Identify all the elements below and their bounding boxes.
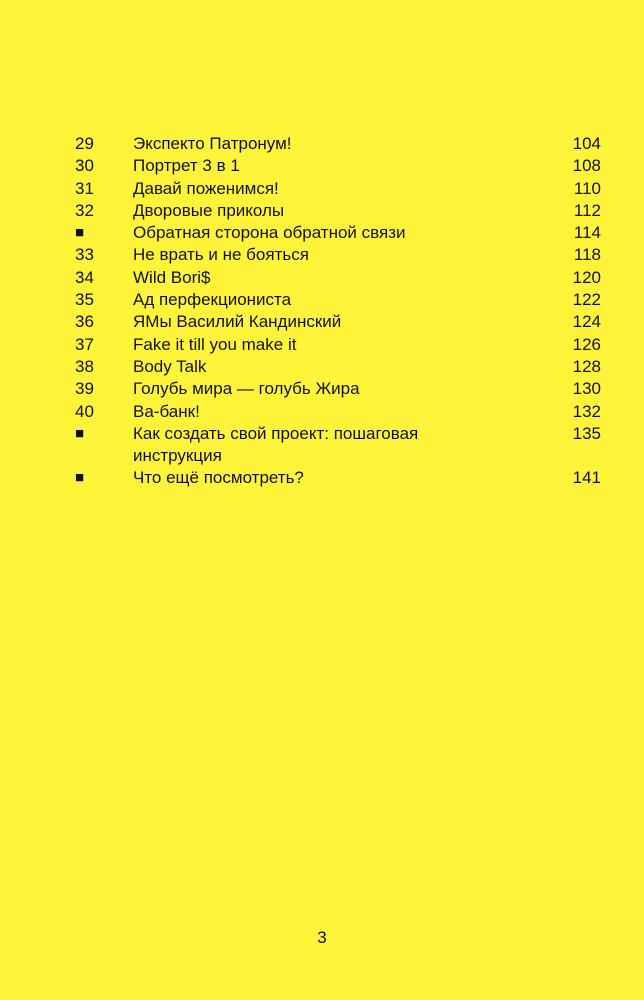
toc-entry-title: Портрет 3 в 1 <box>133 156 240 176</box>
toc-entry-title: Не врать и не бояться <box>133 245 309 265</box>
toc-entry-36 <box>0 311 644 333</box>
toc-entry-title: Ва-банк! <box>133 401 200 421</box>
toc-entry-page: 112 <box>573 200 601 220</box>
toc-entry-title: Ад перфекциониста <box>133 290 292 310</box>
toc-entry-40 <box>0 401 644 423</box>
toc-entry-33 <box>0 244 644 266</box>
toc-entry-bonus-project-guide <box>0 423 644 468</box>
toc-entry-title: Body Talk <box>133 356 207 376</box>
toc-entry-page: 124 <box>572 312 601 332</box>
toc-entry-bonus-what-to-watch <box>0 467 644 489</box>
toc-entry-number: 38 <box>75 356 94 376</box>
toc-entry-title: Давай поженимся! <box>133 178 279 198</box>
toc-entry-title: Fake it till you make it <box>133 334 297 354</box>
toc-entry-page: 110 <box>573 178 601 198</box>
toc-entry-page: 122 <box>572 290 601 310</box>
toc-entry-page: 135 <box>572 423 601 443</box>
toc-entry-title: ЯМы Василий Кандинский <box>133 312 342 332</box>
toc-entry-32 <box>0 200 644 222</box>
toc-entry-title: Обратная сторона обратной связи <box>133 223 406 243</box>
toc-entry-bonus-feedback <box>0 222 644 244</box>
toc-entry-title: Что ещё посмотреть? <box>133 468 304 488</box>
toc-entry-title: Как создать свой проект: пошаговая инструкция <box>133 423 419 466</box>
toc-entry-number: 34 <box>75 267 94 287</box>
toc-entry-title: Экспекто Патронум! <box>133 134 292 153</box>
toc-entry-number: 32 <box>75 200 94 220</box>
toc-entry-number: 33 <box>75 245 94 265</box>
square-bullet-icon: ■ <box>75 469 85 487</box>
toc-entry-number: 37 <box>75 334 94 354</box>
toc-entry-37 <box>0 334 644 356</box>
toc-entry-30 <box>0 155 644 177</box>
square-bullet-icon: ■ <box>75 424 85 442</box>
toc-entry-number: 40 <box>75 401 94 421</box>
toc-entry-page: 141 <box>572 468 601 488</box>
toc-entry-31 <box>0 178 644 200</box>
toc-entry-page: 114 <box>573 223 601 243</box>
toc-entry-39 <box>0 378 644 400</box>
toc-entry-number: 39 <box>75 379 94 399</box>
toc-entry-page: 108 <box>572 156 601 176</box>
square-bullet-icon: ■ <box>75 224 85 242</box>
toc-entry-page: 126 <box>572 334 601 354</box>
toc-entry-page: 104 <box>572 134 601 153</box>
toc-entry-title: Дворовые приколы <box>133 200 285 220</box>
toc-entry-number: 31 <box>75 178 94 198</box>
table-of-contents <box>0 133 644 490</box>
toc-entry-34 <box>0 267 644 289</box>
toc-entry-35 <box>0 289 644 311</box>
toc-entry-page: 128 <box>572 356 601 376</box>
toc-entry-number: 35 <box>75 290 94 310</box>
toc-entry-number: 36 <box>75 312 94 332</box>
toc-entry-number: 30 <box>75 156 94 176</box>
toc-entry-page: 132 <box>572 401 601 421</box>
toc-entry-title: Wild Bori$ <box>133 267 211 287</box>
toc-entry-number: 29 <box>75 134 94 153</box>
page-number: 3 <box>317 928 327 947</box>
toc-entry-page: 118 <box>573 245 601 265</box>
toc-entry-29 <box>0 133 644 155</box>
toc-entry-page: 120 <box>572 267 601 287</box>
toc-entry-page: 130 <box>572 379 601 399</box>
toc-entry-title: Голубь мира — голубь Жира <box>133 379 360 399</box>
toc-entry-38 <box>0 356 644 378</box>
